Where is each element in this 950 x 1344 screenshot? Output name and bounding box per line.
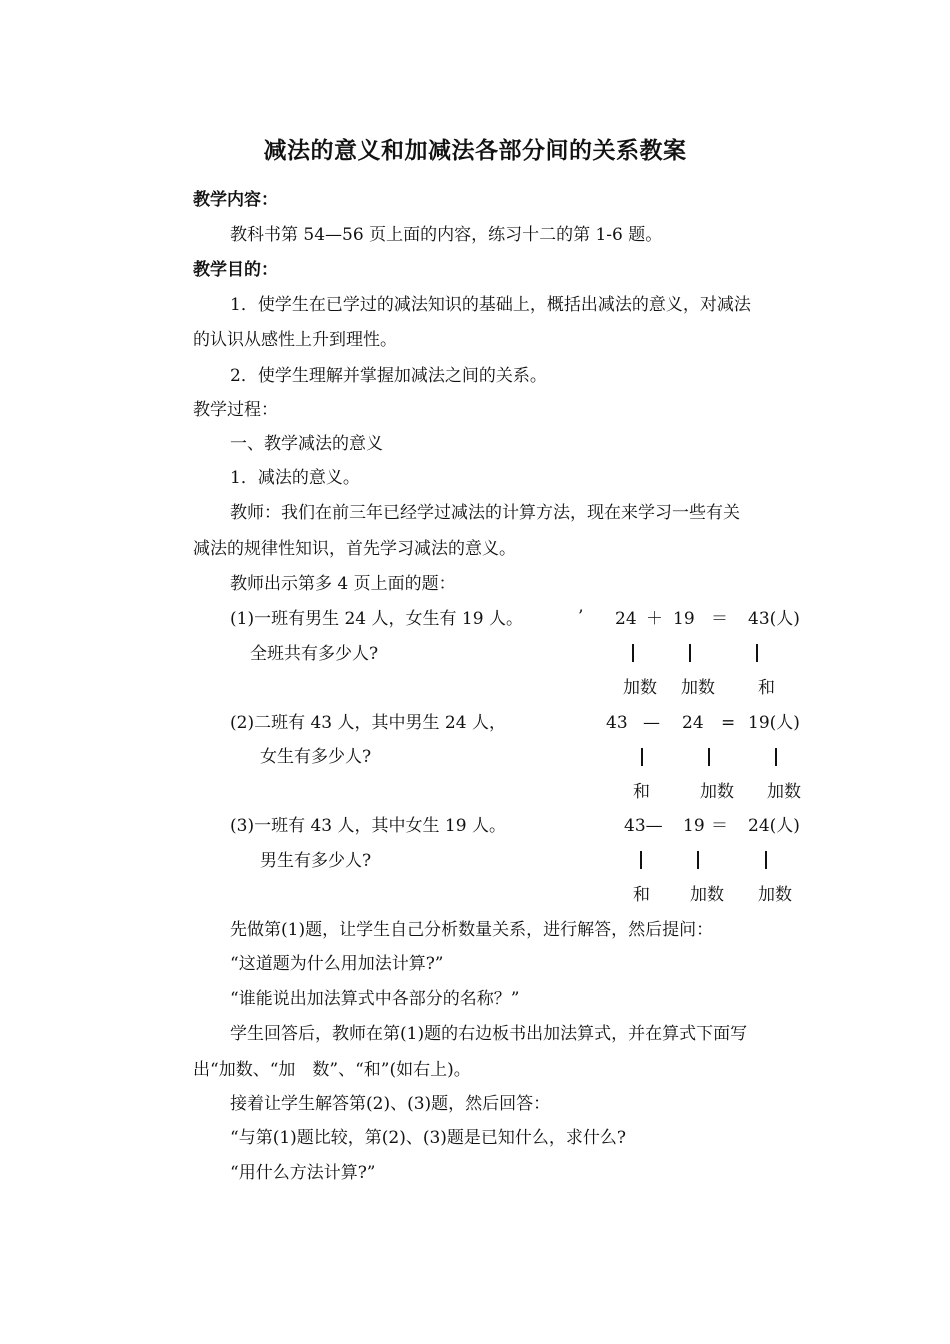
problem-1-line-1: (1)一班有男生 24 人，女生有 19 人。 xyxy=(230,609,523,629)
equation-1-bar-3 xyxy=(756,644,758,662)
equation-2-equals: = xyxy=(721,713,736,733)
goal-heading: 教学目的： xyxy=(193,260,278,280)
equation-2-bar-1 xyxy=(641,748,643,766)
equation-1-term-2: 19 xyxy=(673,609,695,629)
equation-2-label-3: 加数 xyxy=(767,782,801,802)
equation-2-label-2: 加数 xyxy=(700,782,734,802)
question-4: “用什么方法计算?” xyxy=(230,1163,376,1183)
equation-1-operator: ＋ xyxy=(646,609,663,629)
document-title: 减法的意义和加减法各部分间的关系教案 xyxy=(263,138,687,164)
problem-3-line-1: (3)一班有 43 人，其中女生 19 人。 xyxy=(230,816,506,836)
part-1-heading: 一、教学减法的意义 xyxy=(230,434,383,454)
equation-1-term-1: 24 xyxy=(615,609,637,629)
problem-2-line-2: 女生有多少人? xyxy=(260,747,372,767)
problem-1-line-2: 全班共有多少人? xyxy=(250,644,379,664)
question-2: “谁能说出加法算式中各部分的名称？” xyxy=(230,989,520,1009)
equation-1-label-2: 加数 xyxy=(681,678,715,698)
equation-1-equals: ＝ xyxy=(711,609,728,629)
after-paragraph-3: 接着让学生解答第(2)、(3)题，然后回答： xyxy=(230,1094,551,1114)
question-3: “与第(1)题比较，第(2)、(3)题是已知什么，求什么? xyxy=(230,1128,627,1148)
after-paragraph-1: 先做第(1)题，让学生自己分析数量关系，进行解答，然后提问： xyxy=(230,920,714,940)
equation-3-label-2: 加数 xyxy=(690,885,724,905)
equation-3-result: 24(人) xyxy=(748,816,800,836)
problem-3-line-2: 男生有多少人? xyxy=(260,851,372,871)
equation-3-term-2: 19 xyxy=(683,816,705,836)
equation-2-bar-3 xyxy=(775,748,777,766)
equation-1-result: 43(人) xyxy=(748,609,800,629)
equation-1-label-1: 加数 xyxy=(623,678,657,698)
equation-1-label-3: 和 xyxy=(758,678,775,698)
equation-3-bar-2 xyxy=(697,851,699,869)
equation-2-operator: — xyxy=(643,713,660,733)
equation-2-term-2: 24 xyxy=(682,713,704,733)
equation-3-bar-3 xyxy=(765,851,767,869)
teacher-line-1: 教师：我们在前三年已经学过减法的计算方法，现在来学习一些有关 xyxy=(230,503,740,523)
equation-2-term-1: 43 xyxy=(606,713,628,733)
goal-2: 2．使学生理解并掌握加减法之间的关系。 xyxy=(230,366,547,386)
equation-1-bar-1 xyxy=(632,644,634,662)
goal-1-line-1: 1．使学生在已学过的减法知识的基础上，概括出减法的意义，对减法 xyxy=(230,295,751,315)
equation-1-bar-2 xyxy=(689,644,691,662)
equation-3-term-1: 43— xyxy=(624,816,663,836)
after-paragraph-2-line-2: 出“加数、“加 数”、“和”(如右上)。 xyxy=(193,1060,471,1080)
equation-2-label-1: 和 xyxy=(633,782,650,802)
process-heading: 教学过程： xyxy=(193,400,278,420)
show-problems: 教师出示第多 4 页上面的题： xyxy=(230,574,456,594)
sub-1-heading: 1．减法的意义。 xyxy=(230,468,360,488)
equation-2-bar-2 xyxy=(708,748,710,766)
problem-2-line-1: (2)二班有 43 人，其中男生 24 人， xyxy=(230,713,506,733)
goal-1-line-2: 的认识从感性上升到理性。 xyxy=(193,330,397,350)
problem-1-mark: ’ xyxy=(578,607,584,627)
equation-3-equals: ＝ xyxy=(711,816,728,836)
equation-3-label-3: 加数 xyxy=(758,885,792,905)
equation-3-label-1: 和 xyxy=(633,885,650,905)
after-paragraph-2-line-1: 学生回答后，教师在第(1)题的右边板书出加法算式，并在算式下面写 xyxy=(230,1024,748,1044)
equation-2-result: 19(人) xyxy=(748,713,800,733)
equation-3-bar-1 xyxy=(640,851,642,869)
content-heading: 教学内容： xyxy=(193,190,278,210)
question-1: “这道题为什么用加法计算?” xyxy=(230,954,444,974)
content-text: 教科书第 54—56 页上面的内容，练习十二的第 1-6 题。 xyxy=(230,225,663,245)
teacher-line-2: 减法的规律性知识，首先学习减法的意义。 xyxy=(193,539,516,559)
